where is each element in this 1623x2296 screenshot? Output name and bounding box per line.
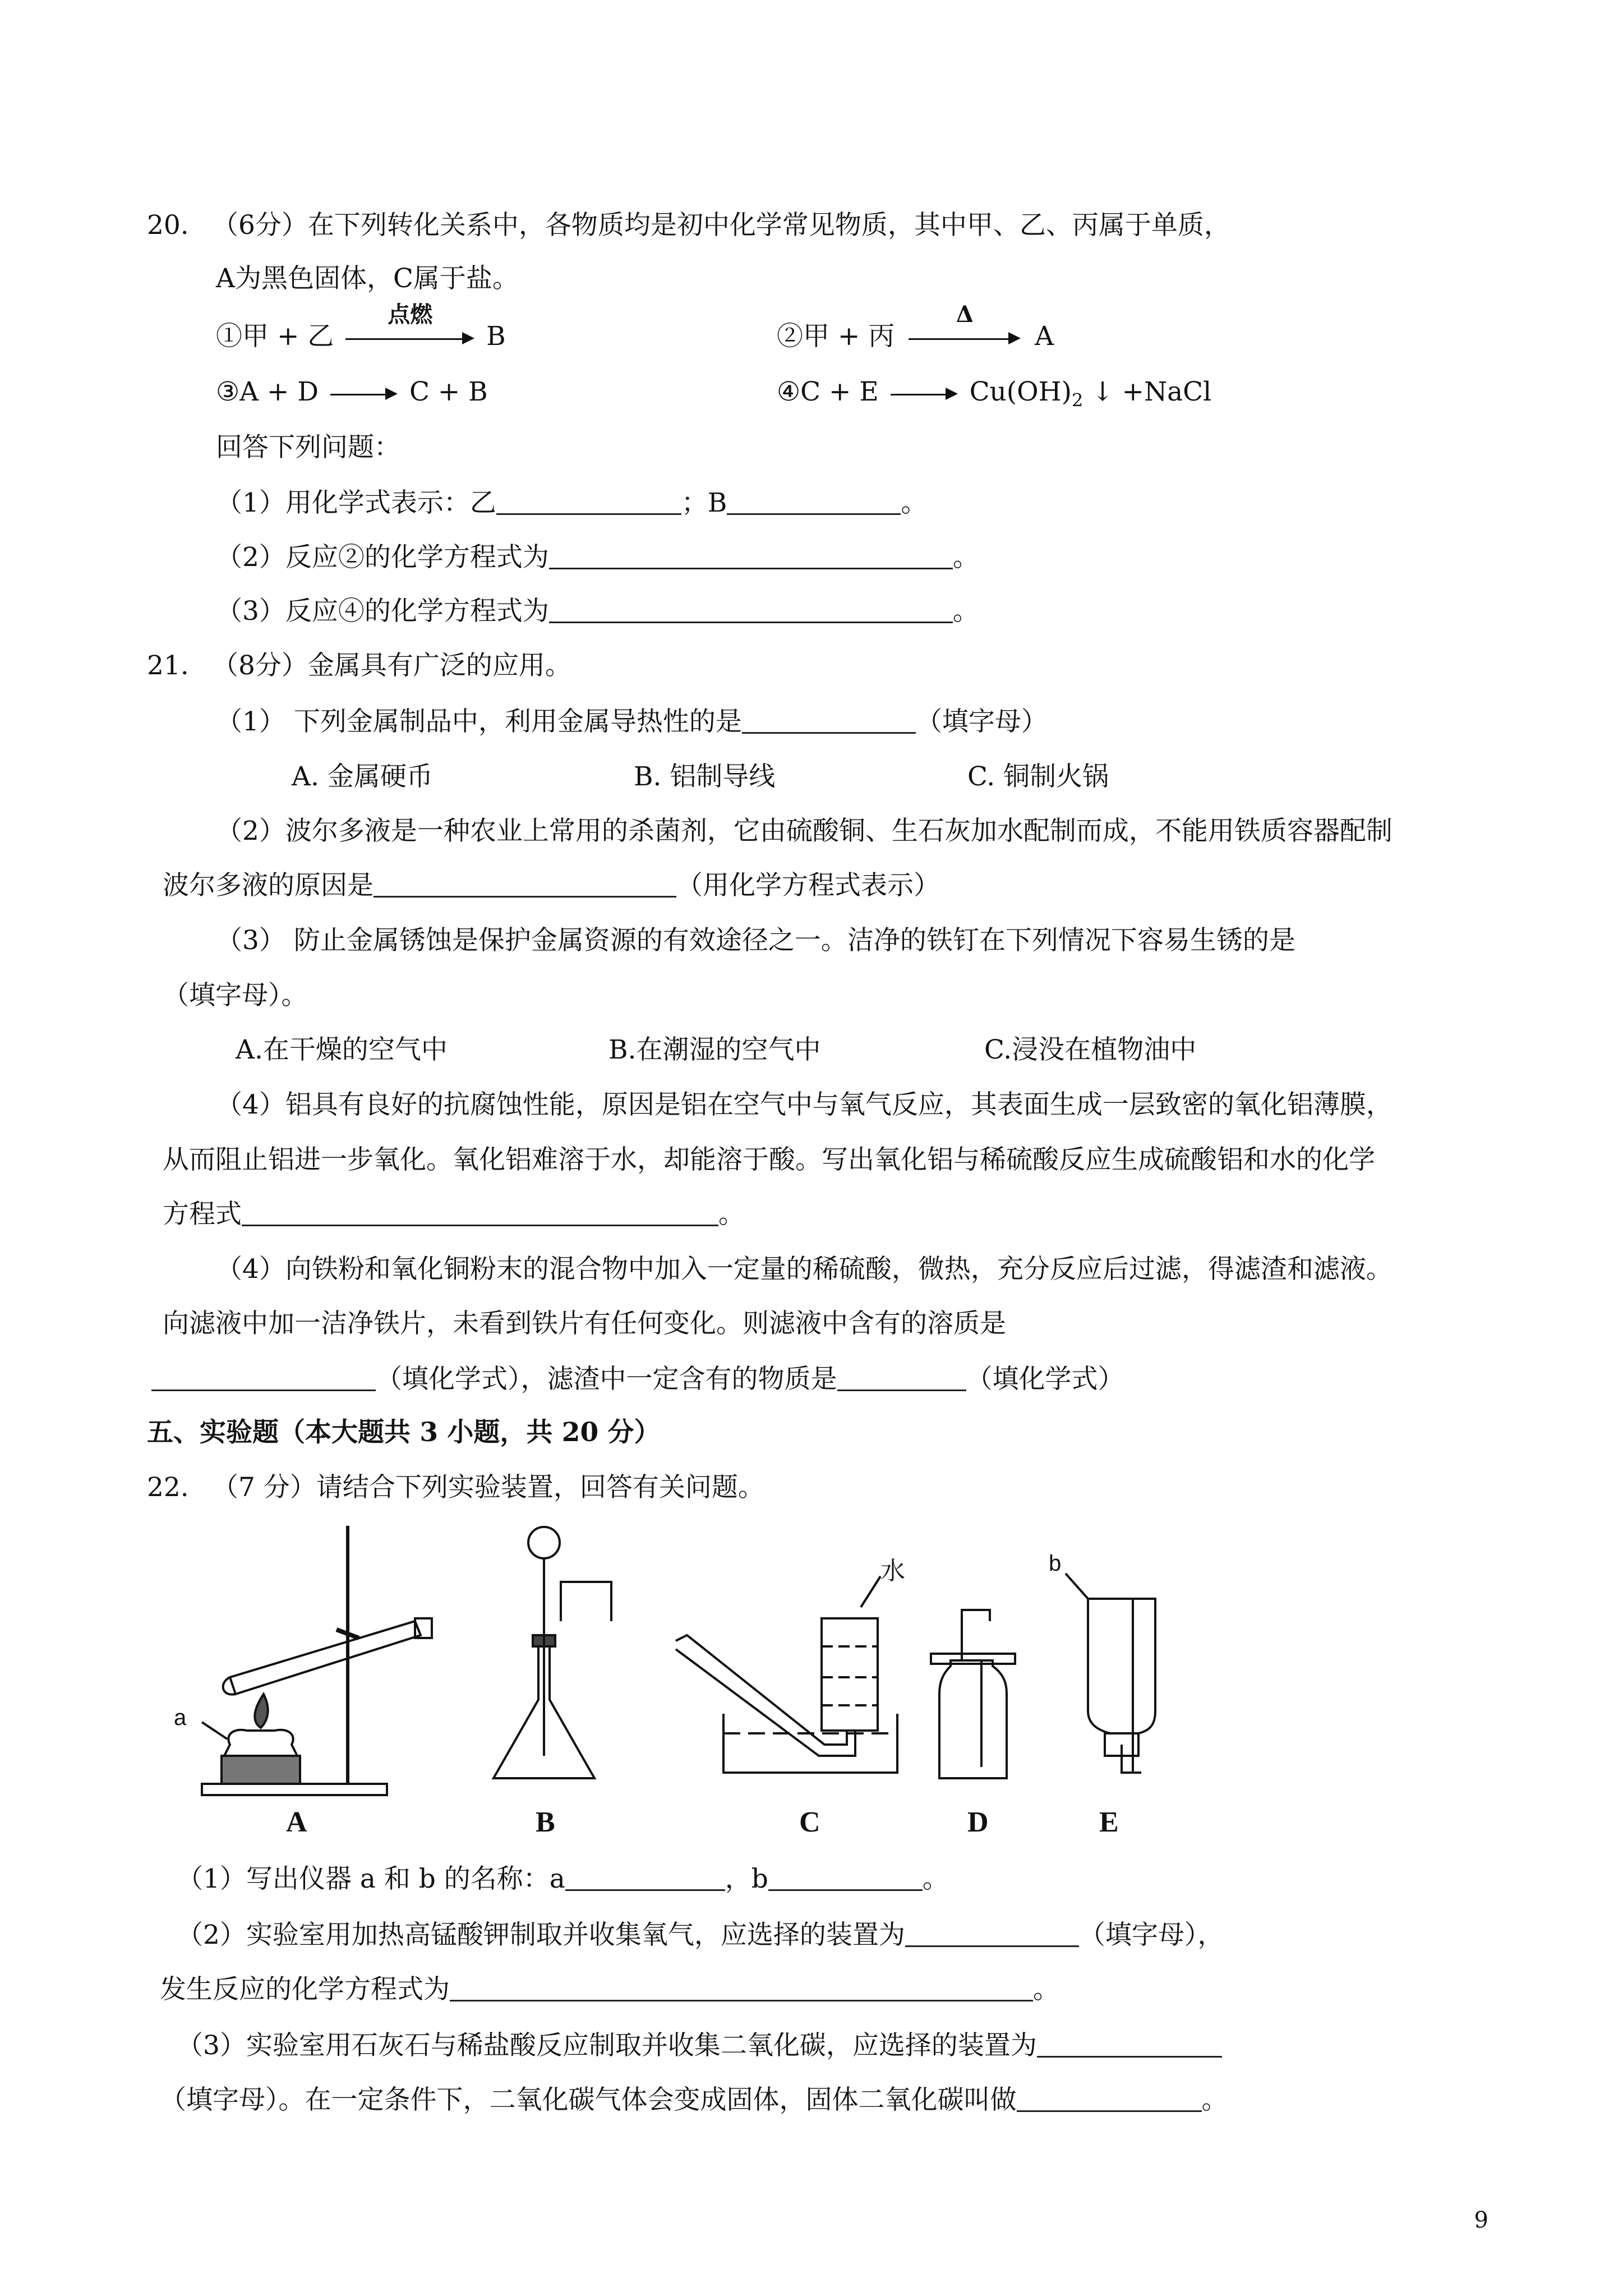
q20-sub2-text: （2）反应②的化学方程式为 bbox=[216, 542, 549, 573]
q21-sub1 bbox=[216, 704, 1048, 740]
reaction-3-arrow bbox=[330, 385, 398, 402]
q21-sub5-line-2: 向滤液中加一洁净铁片，未看到铁片有任何变化。则滤液中含有的溶质是 bbox=[163, 1308, 1006, 1339]
q20-sub3-text: （3）反应④的化学方程式为 bbox=[216, 596, 549, 627]
reaction-4-right-b: ↓ +NaCl bbox=[1083, 376, 1212, 407]
q22-sub2-end: 。 bbox=[1033, 1974, 1059, 2005]
answer-blank-reaction-2[interactable] bbox=[549, 543, 953, 569]
q21-sub4-line-3 bbox=[163, 1197, 745, 1232]
q21-sub2-line-2 bbox=[163, 868, 940, 904]
q20-sub2 bbox=[216, 540, 979, 576]
q22-sub3-text-b: （填字母）。在一定条件下，二氧化碳气体会变成固体，固体二氧化碳叫做 bbox=[160, 2085, 1017, 2115]
q21-number: 21. bbox=[147, 650, 189, 681]
answer-blank-q22-2a[interactable] bbox=[905, 1921, 1079, 1947]
q20-intro: （6分）在下列转化关系中，各物质均是初中化学常见物质，其中甲、乙、丙属于单质， bbox=[212, 210, 1230, 241]
fig-label-c: C bbox=[799, 1806, 820, 1838]
reaction-2 bbox=[777, 301, 1054, 355]
q22-sub1 bbox=[177, 1861, 949, 1897]
answer-blank-b[interactable] bbox=[727, 489, 901, 515]
fig-label-b: B bbox=[536, 1806, 555, 1838]
q22-sub2-text-a-end: （填字母）， bbox=[1078, 1920, 1224, 1950]
reaction-1-arrow bbox=[345, 301, 474, 349]
fig-label-a: A bbox=[286, 1806, 307, 1838]
q22-sub2-line-1 bbox=[177, 1917, 1224, 1953]
q21-sub5-text: （填化学式），滤渣中一定含有的物质是 bbox=[376, 1364, 837, 1395]
q21-sub2-line-1: （2）波尔多液是一种农业上常用的杀菌剂，它由硫酸铜、生石灰加水配制而成，不能用铁质容器配制 bbox=[216, 816, 1393, 846]
answer-blank-q21-5b[interactable] bbox=[837, 1365, 966, 1391]
q21-sub2-text: 波尔多液的原因是 bbox=[163, 870, 374, 901]
lab-apparatus-figure bbox=[168, 1509, 1206, 1846]
reaction-4-right-a: Cu(OH) bbox=[969, 376, 1072, 407]
q21-sub5-end: （填化学式） bbox=[966, 1364, 1124, 1395]
q22-sub2-text-a: （2）实验室用加热高锰酸钾制取并收集氧气，应选择的装置为 bbox=[177, 1920, 905, 1950]
q21-intro: （8分）金属具有广泛的应用。 bbox=[212, 650, 571, 681]
page-number: 9 bbox=[1474, 2207, 1488, 2233]
apparatus-c bbox=[676, 1576, 897, 1773]
reaction-1-right: B bbox=[486, 321, 506, 352]
q21-sub1-option-a: A. 金属硬币 bbox=[292, 761, 433, 792]
reaction-1 bbox=[216, 301, 506, 355]
q21-sub3-option-b: B.在潮湿的空气中 bbox=[608, 1034, 821, 1065]
reaction-3-right: C + B bbox=[409, 376, 488, 407]
q22-number: 22. bbox=[147, 1472, 189, 1503]
q20-sub1 bbox=[216, 485, 927, 521]
q22-sub3-text-a: （3）实验室用石灰石与稀盐酸反应制取并收集二氧化碳，应选择的装置为 bbox=[177, 2030, 1037, 2061]
reaction-2-arrow bbox=[909, 301, 1021, 349]
answer-blank-instrument-b[interactable] bbox=[768, 1865, 923, 1891]
q21-sub2-end: （用化学方程式表示） bbox=[676, 870, 940, 901]
answer-blank-q22-3b[interactable] bbox=[1017, 2086, 1202, 2112]
reaction-4-arrow bbox=[891, 385, 958, 402]
q20-sub1-end: 。 bbox=[901, 487, 928, 518]
q21-sub1-end: （填字母） bbox=[915, 706, 1048, 737]
answer-blank-yi[interactable] bbox=[496, 489, 681, 515]
q22-sub3-end: 。 bbox=[1201, 2085, 1228, 2115]
q20-prompt: 回答下列问题： bbox=[216, 432, 400, 463]
apparatus-e bbox=[1066, 1573, 1155, 1773]
q21-sub3-option-a: A.在干燥的空气中 bbox=[236, 1034, 448, 1065]
fig-label-e: E bbox=[1099, 1806, 1119, 1838]
q21-sub1-text: （1） 下列金属制品中，利用金属导热性的是 bbox=[216, 706, 742, 737]
q20-sub1-text-b: ；B bbox=[681, 487, 727, 518]
q20-sub1-text-a: （1）用化学式表示：乙 bbox=[216, 487, 496, 518]
answer-blank-q21-2[interactable] bbox=[374, 871, 676, 898]
section-5-heading: 五、实验题（本大题共 3 小题，共 20 分） bbox=[147, 1417, 661, 1448]
reaction-2-condition: Δ bbox=[956, 301, 974, 328]
reaction-4-subscript: 2 bbox=[1072, 389, 1083, 411]
answer-blank-q21-1[interactable] bbox=[742, 707, 916, 734]
q21-sub5-line-1: （4）向铁粉和氧化铜粉末的混合物中加入一定量的稀硫酸，微热，充分反应后过滤，得滤渣和滤液。 bbox=[216, 1254, 1393, 1285]
q21-sub1-option-c: C. 铜制火锅 bbox=[967, 761, 1109, 792]
answer-blank-q21-5a[interactable] bbox=[151, 1365, 376, 1391]
apparatus-a bbox=[202, 1526, 432, 1795]
q20-number: 20. bbox=[147, 210, 189, 241]
q22-sub2-text-b: 发生反应的化学方程式为 bbox=[160, 1974, 450, 2005]
fig-label-d: D bbox=[967, 1806, 989, 1838]
apparatus-d bbox=[931, 1610, 1015, 1778]
q20-sub3-end: 。 bbox=[952, 596, 979, 627]
instrument-label-b: b bbox=[1049, 1551, 1062, 1576]
answer-blank-q21-4[interactable] bbox=[242, 1200, 718, 1226]
reaction-3 bbox=[216, 374, 488, 410]
q21-sub4-text: 方程式 bbox=[163, 1199, 242, 1230]
q22-sub1-text-a: （1）写出仪器 a 和 b 的名称：a bbox=[177, 1864, 565, 1894]
apparatus-b bbox=[494, 1527, 611, 1778]
answer-blank-q22-2b[interactable] bbox=[450, 1975, 1033, 2001]
q22-sub1-text-b: ，b bbox=[725, 1864, 768, 1894]
reaction-2-left: ②甲 + 丙 bbox=[777, 321, 895, 352]
q20-sub3 bbox=[216, 593, 979, 629]
reaction-4 bbox=[777, 374, 1211, 418]
answer-blank-instrument-a[interactable] bbox=[565, 1865, 725, 1891]
q22-sub3-line-1 bbox=[177, 2028, 1222, 2064]
q22-sub3-line-2 bbox=[160, 2082, 1228, 2118]
instrument-label-a: a bbox=[174, 1705, 187, 1730]
q21-sub3-line-2: （填字母）。 bbox=[163, 980, 308, 1011]
q22-intro: （7 分）请结合下列实验装置，回答有关问题。 bbox=[212, 1472, 764, 1503]
q21-sub4-end: 。 bbox=[718, 1199, 745, 1230]
q21-sub4-line-1: （4）铝具有良好的抗腐蚀性能，原因是铝在空气中与氧气反应，其表面生成一层致密的氧化铝薄膜， bbox=[216, 1089, 1393, 1120]
answer-blank-reaction-4[interactable] bbox=[549, 597, 953, 623]
reaction-3-left: ③A + D bbox=[216, 376, 319, 407]
reaction-1-condition: 点燃 bbox=[388, 301, 433, 328]
answer-blank-q22-3a[interactable] bbox=[1037, 2031, 1222, 2058]
q22-sub1-end: 。 bbox=[922, 1864, 949, 1894]
water-label: 水 bbox=[880, 1557, 905, 1585]
q22-sub2-line-2 bbox=[160, 1972, 1059, 2008]
q20-intro-2: A为黑色固体，C属于盐。 bbox=[216, 263, 519, 294]
q20-sub2-end: 。 bbox=[952, 542, 979, 573]
q21-sub4-line-2: 从而阻止铝进一步氧化。氧化铝难溶于水，却能溶于酸。写出氧化铝与稀硫酸反应生成硫酸铝和水的化学 bbox=[163, 1144, 1375, 1175]
reaction-4-left: ④C + E bbox=[777, 376, 879, 407]
q21-sub1-option-b: B. 铝制导线 bbox=[634, 761, 776, 792]
q21-sub5-line-3 bbox=[151, 1361, 1124, 1397]
q21-sub3-line-1: （3） 防止金属锈蚀是保护金属资源的有效途径之一。洁净的铁钉在下列情况下容易生锈的是 bbox=[216, 925, 1295, 956]
reaction-1-left: ①甲 + 乙 bbox=[216, 321, 334, 352]
reaction-2-right: A bbox=[1035, 321, 1054, 352]
q21-sub3-option-c: C.浸没在植物油中 bbox=[984, 1034, 1197, 1065]
